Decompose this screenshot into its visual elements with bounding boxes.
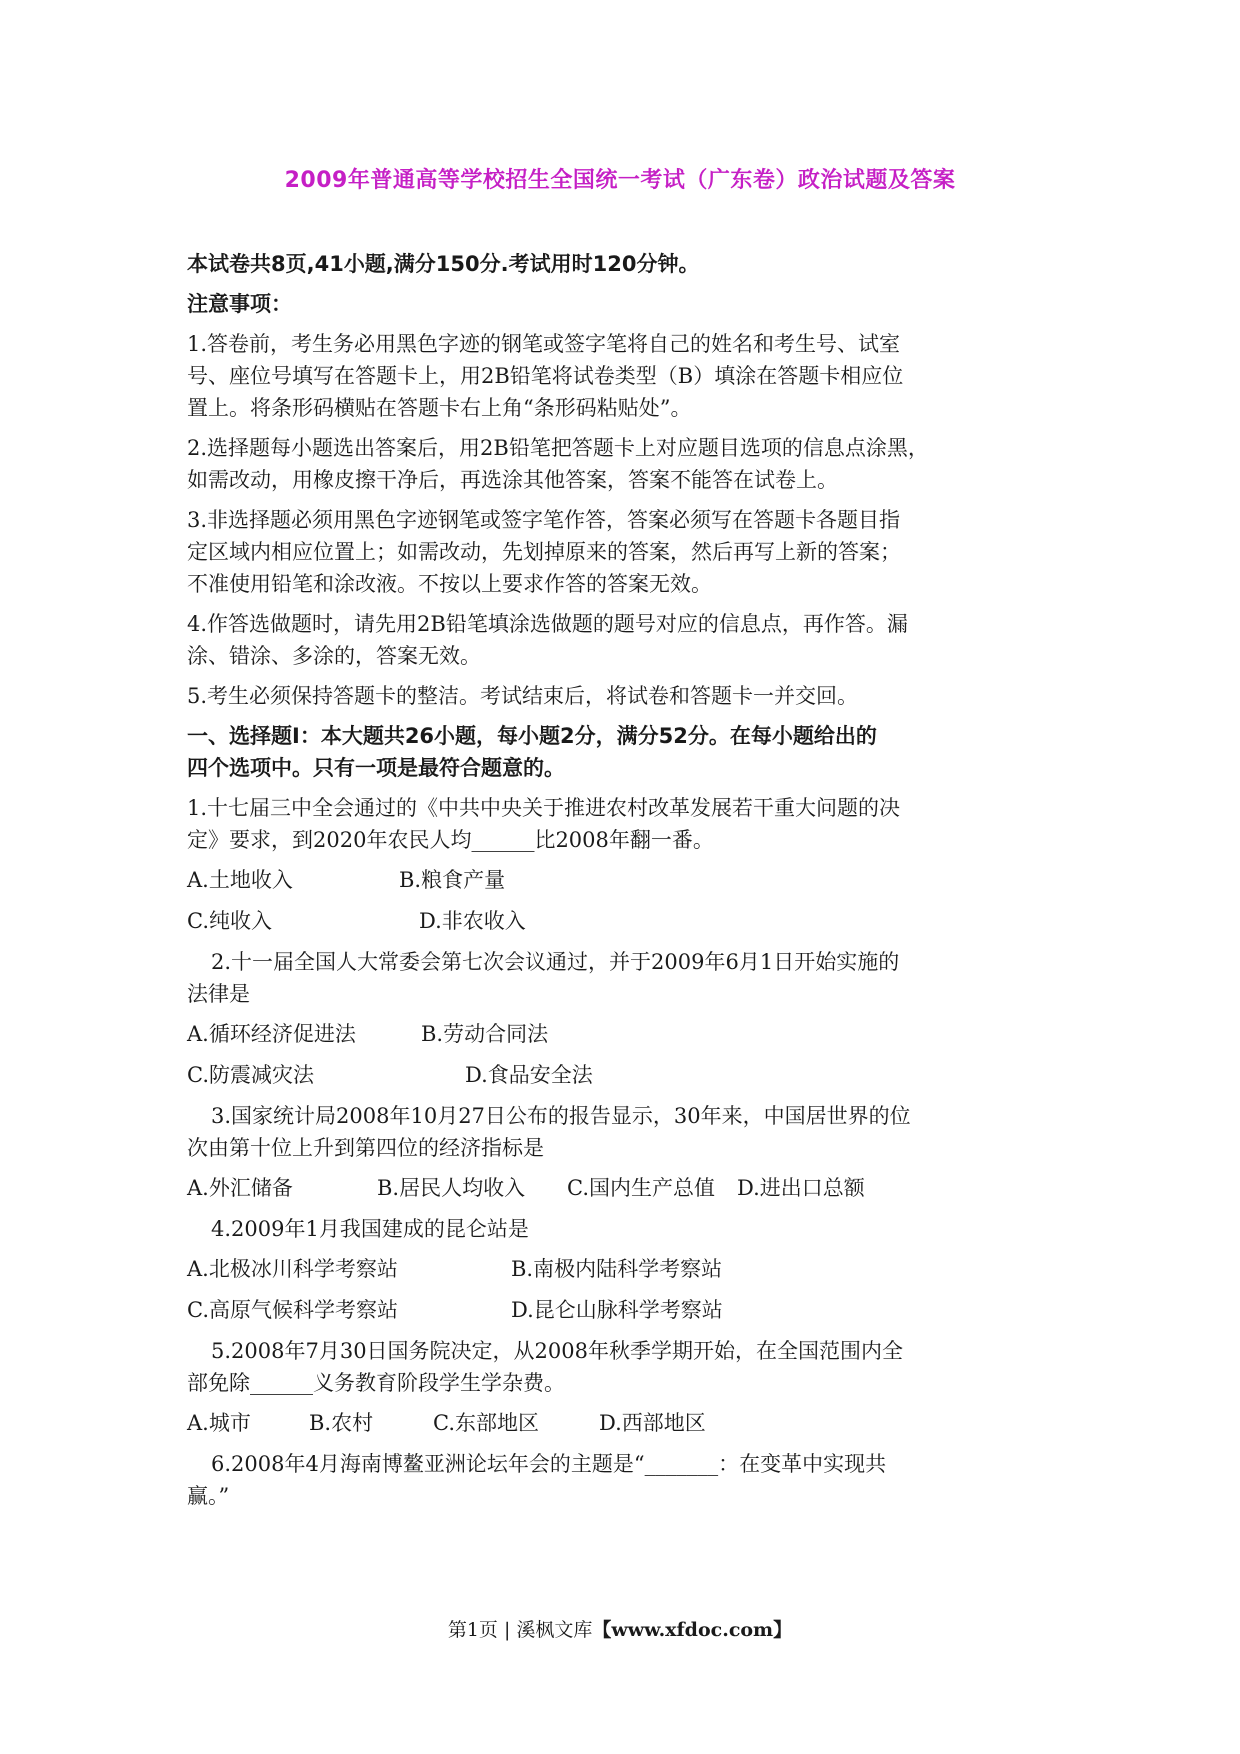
question-4-options-row-1 [187, 1253, 1047, 1285]
question-4-options-row-2 [187, 1294, 1047, 1326]
notice-line: 号、座位号填写在答题卡上，用2B铅笔将试卷类型（B）填涂在答题卡相应位 [187, 364, 904, 388]
question-4-stem [187, 1213, 1047, 1245]
option-c: C.防震减灾法 [187, 1063, 314, 1087]
notice-item [187, 432, 1047, 496]
document-body [187, 248, 1047, 1520]
option-c: C.国内生产总值 [567, 1176, 715, 1200]
question-line: 定》要求，到2020年农民人均______比2008年翻一番。 [187, 828, 714, 852]
footer-page-label: 第1页 | 溪枫文库 [447, 1619, 593, 1641]
question-2-options-row-2 [187, 1059, 1047, 1091]
notice-item [187, 608, 1047, 672]
question-6-stem [187, 1448, 1047, 1512]
question-5-options-row-1 [187, 1407, 1047, 1439]
notice-line: 涂、错涂、多涂的，答案无效。 [187, 644, 481, 668]
notice-line: 5.考生必须保持答题卡的整洁。考试结束后，将试卷和答题卡一并交回。 [187, 684, 859, 708]
notice-line: 3.非选择题必须用黑色字迹钢笔或签字笔作答，答案必须写在答题卡各题目指 [187, 508, 901, 532]
option-a: A.循环经济促进法 [187, 1022, 356, 1046]
option-a: A.外汇储备 [187, 1176, 293, 1200]
option-d: D.西部地区 [599, 1411, 706, 1435]
notice-line: 2.选择题每小题选出答案后，用2B铅笔把答题卡上对应题目选项的信息点涂黑， [187, 436, 929, 460]
option-c: C.东部地区 [433, 1411, 539, 1435]
notice-line: 置上。将条形码横贴在答题卡右上角“条形码粘贴处”。 [187, 396, 692, 420]
option-a: A.城市 [187, 1411, 251, 1435]
question-5-stem [187, 1335, 1047, 1399]
notice-item [187, 504, 1047, 600]
question-3-options-row-1 [187, 1172, 1047, 1204]
option-a: A.北极冰川科学考察站 [187, 1257, 398, 1281]
option-a: A.土地收入 [187, 868, 293, 892]
notice-list [187, 328, 1047, 712]
option-c: C.高原气候科学考察站 [187, 1298, 398, 1322]
question-1-options-row-2 [187, 905, 1047, 937]
question-line: 4.2009年1月我国建成的昆仑站是 [211, 1217, 529, 1241]
option-d: D.非农收入 [419, 909, 526, 933]
option-b: B.农村 [309, 1411, 374, 1435]
option-b: B.劳动合同法 [421, 1022, 549, 1046]
question-2-options-row-1 [187, 1018, 1047, 1050]
notice-item [187, 680, 1047, 712]
section-heading-line: 四个选项中。只有一项是最符合题意的。 [187, 756, 565, 780]
question-line: 1.十七届三中全会通过的《中共中央关于推进农村改革发展若干重大问题的决 [187, 796, 901, 820]
notice-line: 4.作答选做题时，请先用2B铅笔填涂选做题的题号对应的信息点，再作答。漏 [187, 612, 908, 636]
notice-line: 如需改动，用橡皮擦干净后，再选涂其他答案，答案不能答在试卷上。 [187, 468, 838, 492]
section-heading [187, 720, 1047, 784]
option-b: B.居民人均收入 [377, 1176, 526, 1200]
question-line: 3.国家统计局2008年10月27日公布的报告显示，30年来，中国居世界的位 [211, 1104, 911, 1128]
question-line: 法律是 [187, 982, 250, 1006]
page-footer [0, 1615, 1240, 1642]
section-heading-line: 一、选择题Ⅰ：本大题共26小题，每小题2分，满分52分。在每小题给出的 [187, 724, 877, 748]
notice-line: 定区域内相应位置上；如需改动，先划掉原来的答案，然后再写上新的答案； [187, 540, 901, 564]
question-line: 次由第十位上升到第四位的经济指标是 [187, 1136, 544, 1160]
option-b: B.南极内陆科学考察站 [511, 1257, 723, 1281]
notice-line: 不准使用铅笔和涂改液。不按以上要求作答的答案无效。 [187, 572, 712, 596]
question-2-stem [187, 946, 1047, 1010]
question-line: 5.2008年7月30日国务院决定，从2008年秋季学期开始，在全国范围内全 [211, 1339, 904, 1363]
option-d: D.进出口总额 [737, 1176, 865, 1200]
question-1-options-row-1 [187, 864, 1047, 896]
option-d: D.食品安全法 [465, 1063, 593, 1087]
question-line: 2.十一届全国人大常委会第七次会议通过，并于2009年6月1日开始实施的 [211, 950, 900, 974]
option-b: B.粮食产量 [399, 868, 506, 892]
question-line: 6.2008年4月海南博鳌亚洲论坛年会的主题是“_______：在变革中实现共 [211, 1452, 887, 1476]
option-d: D.昆仑山脉科学考察站 [511, 1298, 723, 1322]
question-3-stem [187, 1100, 1047, 1164]
question-1-stem [187, 792, 1047, 856]
question-line: 部免除______义务教育阶段学生学杂费。 [187, 1371, 565, 1395]
notice-heading: 注意事项： [187, 292, 292, 316]
notice-line: 1.答卷前，考生务必用黑色字迹的钢笔或签字笔将自己的姓名和考生号、试室 [187, 332, 901, 356]
exam-intro: 本试卷共8页,41小题,满分150分.考试用时120分钟。 [187, 252, 700, 276]
notice-item [187, 328, 1047, 424]
document-title: 2009年普通高等学校招生全国统一考试（广东卷）政治试题及答案 [284, 168, 956, 193]
option-c: C.纯收入 [187, 909, 272, 933]
question-line: 赢。” [187, 1484, 230, 1508]
footer-website-link[interactable]: 【www.xfdoc.com】 [592, 1619, 793, 1641]
